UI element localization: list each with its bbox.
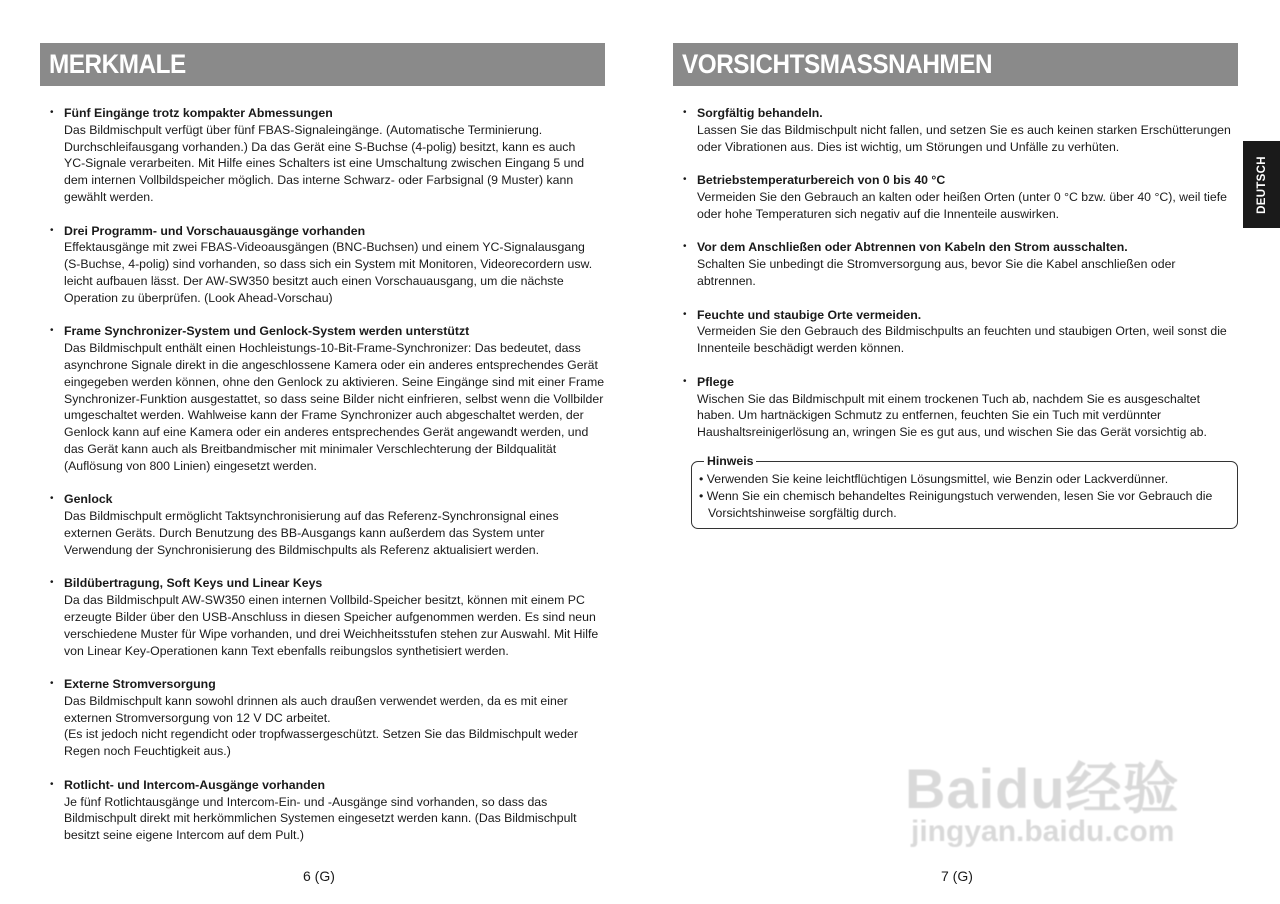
watermark <box>905 715 1205 855</box>
item-body: Wischen Sie das Bildmischpult mit einem trockenen Tuch ab, nachdem Sie es ausgeschaltet haben. Um hartnäckigen Schmutz zu entfernen, feuchten Sie ein Tuch mit verdünnter Haushaltsreinigerlösung an, wringen Sie es gut aus, und wischen Sie das Gerät vorsichtig ab. <box>697 391 1207 440</box>
page-number-left: 6 (G) <box>303 868 335 884</box>
list-item <box>683 172 1235 222</box>
bullet: • <box>50 107 54 118</box>
bullet: • <box>683 308 687 320</box>
list-item <box>50 223 610 307</box>
bullet: • <box>50 577 54 589</box>
item-title: Pflege <box>697 374 734 389</box>
list-item <box>50 777 610 844</box>
item-body: Das Bildmischpult enthält einen Hochleistungs-10-Bit-Frame-Synchronizer: Das bedeutet, dass asynchrone Signale direkt in die angeschlossene Kamera oder ein anderes entsprechendes Gerät eingegeben werden können, ohne den Genlock zu aktivieren. Seine Eingänge sind mit einer Frame Synchronizer-Funktion ausgestattet, so dass seine Bilder nicht einfrieren, selbst wenn die Vollbilder umgeschaltet werden. Wahlweise kann der Frame Synchronizer auch abgeschaltet werden, der Genlock kann auf eine Kamera oder ein anderes entsprechendes Gerät angewandt werden, und das Gerät kann auch als Breitbandmischer mit minimaler Verschlechterung der Bildqualität (Auflösung von 800 Linien) eingesetzt werden. <box>64 341 605 473</box>
bullet: • <box>50 325 54 337</box>
bullet: • <box>50 778 54 790</box>
item-body: Vermeiden Sie den Gebrauch an kalten oder heißen Orten (unter 0 °C bzw. über 40 °C), weil tiefe oder hohe Temperaturen sich negativ auf die Innenteile auswirken. <box>697 189 1228 221</box>
features-list <box>50 105 610 861</box>
item-title: Frame Synchronizer-System und Genlock-System werden unterstützt <box>64 324 470 339</box>
item-body: Das Bildmischpult verfügt über fünf FBAS-Signaleingänge. (Automatische Terminierung. Durchschleifausgang vorhanden.) Da das Gerät eine S-Buchse (4-polig) besitzt, kann es auch YC-Signale verarbeiten. Mit Hilfe eines Schalters ist eine Umschaltung zwischen Eingang 5 und dem internen Vollbildspeicher möglich. Das interne Schwarz- oder Farbsignal (9 Muster) kann gewählt werden. <box>64 122 585 204</box>
bullet: • <box>50 224 54 236</box>
bullet: • <box>683 241 687 253</box>
item-body: Effektausgänge mit zwei FBAS-Videoausgängen (BNC-Buchsen) und einem YC-Signalausgang (S-Buchse, 4-polig) sind vorhanden, so dass sich ein System mit Monitoren, Videorecordern usw. leicht aufbauen lässt. Der AW-SW350 besitzt auch einen Vorschauausgang, um die nächste Operation zu überprüfen. (Look Ahead-Vorschau) <box>64 240 593 305</box>
page-number-right: 7 (G) <box>941 868 973 884</box>
watermark-brand: Baidu经验 <box>905 757 1180 820</box>
item-title: Bildübertragung, Soft Keys und Linear Keys <box>64 576 323 591</box>
list-item <box>683 374 1235 441</box>
precautions-list <box>683 105 1235 458</box>
item-body: Das Bildmischpult kann sowohl drinnen als auch draußen verwendet werden, da es mit einer externen Stromversorgung von 12 V DC arbeitet. (Es ist jedoch nicht regendicht oder tropfwassergeschützt. Setzen Sie das Bildmischpult weder Regen noch Feuchtigkeit aus.) <box>64 693 578 759</box>
bullet: • <box>683 375 687 387</box>
note-line: • Wenn Sie ein chemisch behandeltes Reinigungstuch verwenden, lesen Sie vor Gebrauch die Vorsichtshinweise sorgfältig durch. <box>699 488 1213 520</box>
note-line: • Verwenden Sie keine leichtflüchtigen Lösungsmittel, wie Benzin oder Lackverdünner. <box>699 472 1169 486</box>
item-title: Externe Stromversorgung <box>64 677 216 692</box>
item-body: Das Bildmischpult ermöglicht Taktsynchronisierung auf das Referenz-Synchronsignal eines externen Geräts. Durch Benutzung des BB-Ausgangs kann außerdem das System unter Verwendung der Synchronisierung des Bildmischpults als Referenz aktualisiert werden. <box>64 509 559 557</box>
section-header-vorsichtsmassnahmen: VORSICHTSMASSNAHMEN <box>673 43 1238 86</box>
item-body: Schalten Sie unbedingt die Stromversorgung aus, bevor Sie die Kabel anschließen oder abtrennen. <box>697 257 1176 288</box>
item-title: Betriebstemperaturbereich von 0 bis 40 °C <box>697 173 946 188</box>
list-item <box>683 105 1235 155</box>
watermark-url: jingyan.baidu.com <box>911 815 1175 848</box>
item-title: Vor dem Anschließen oder Abtrennen von Kabeln den Strom ausschalten. <box>697 240 1128 255</box>
item-body: Je fünf Rotlichtausgänge und Intercom-Ein- und -Ausgänge sind vorhanden, so dass das Bildmischpult direkt mit herkömmlichen Systemen eingesetzt werden kann. (Das Bildmischpult besitzt seine eigene Intercom auf dem Pult.) <box>64 794 577 843</box>
item-title: Fünf Eingänge trotz kompakter Abmessungen <box>64 106 333 120</box>
item-body: Da das Bildmischpult AW-SW350 einen internen Vollbild-Speicher besitzt, können mit einem PC erzeugte Bilder über den USB-Anschluss in diesen Speicher aufgenommen werden. Es sind neun verschiedene Muster für Wipe vorhanden, und drei Weichheitsstufen stehen zur Auswahl. Mit Hilfe von Linear Key-Operationen kann Text ebenfalls reibungslos synthetisiert werden. <box>64 593 599 658</box>
bullet: • <box>683 174 687 186</box>
bullet: • <box>50 678 54 690</box>
item-title: Rotlicht- und Intercom-Ausgänge vorhanden <box>64 777 325 792</box>
item-body: Lassen Sie das Bildmischpult nicht fallen, und setzen Sie es auch keinen starken Erschütterungen oder Vibrationen aus. Dies ist wichtig, um Störungen und Unfälle zu verhüten. <box>697 122 1231 154</box>
item-title: Sorgfältig behandeln. <box>697 106 823 120</box>
language-tab: DEUTSCH <box>1243 141 1280 228</box>
list-item <box>683 239 1235 289</box>
section-header-merkmale: MERKMALE <box>40 43 605 86</box>
item-title: Feuchte und staubige Orte vermeiden. <box>697 307 922 322</box>
bullet: • <box>683 107 687 118</box>
item-title: Genlock <box>64 492 113 507</box>
item-body: Vermeiden Sie den Gebrauch des Bildmischpults an feuchten und staubigen Orten, weil sonst die Innenteile beschädigt werden können. <box>697 324 1227 356</box>
item-title: Drei Programm- und Vorschauausgänge vorhanden <box>64 223 366 238</box>
list-item <box>50 105 610 206</box>
note-title: Hinweis <box>704 453 756 470</box>
note-lines <box>699 471 1229 521</box>
list-item <box>50 491 610 558</box>
list-item <box>50 676 610 760</box>
note-box <box>691 454 1238 529</box>
list-item <box>50 575 610 659</box>
bullet: • <box>50 493 54 505</box>
list-item <box>683 307 1235 357</box>
list-item <box>50 323 610 474</box>
